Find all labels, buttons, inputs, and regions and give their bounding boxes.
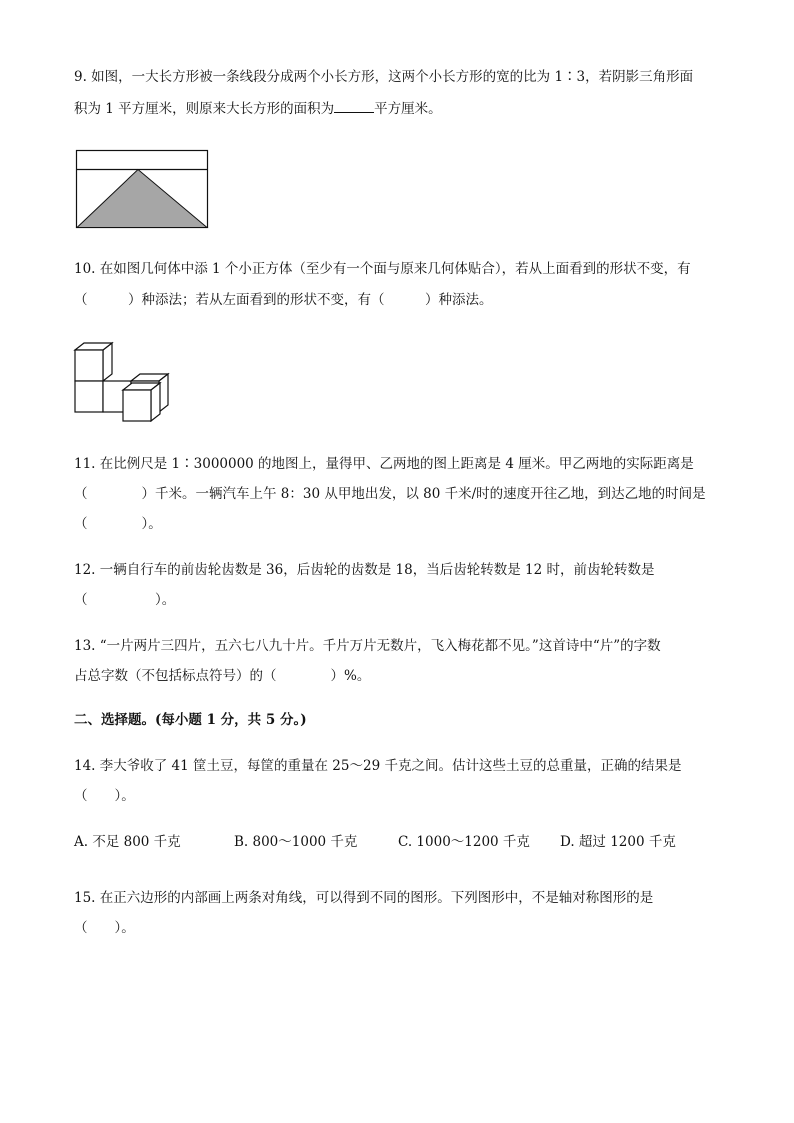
q11-line3: （ ）。 [74, 516, 162, 532]
q14-option-c: C. 1000～1200 千克 [398, 834, 530, 850]
section2-title: 二、选择题。(每小题 1 分，共 5 分。) [74, 712, 307, 728]
q14-option-b: B. 800～1000 千克 [234, 834, 358, 850]
cube-bottom-left [75, 381, 103, 412]
q10-line2: （ ）种添法；若从左面看到的形状不变，有（ ）种添法。 [74, 292, 493, 308]
q9-line1: 9. 如图，一大长方形被一条线段分成两个小长方形，这两个小长方形的宽的比为 1∶3，若阴影三角形面 [74, 69, 694, 85]
q11-line1: 11. 在比例尺是 1∶3000000 的地图上，量得甲、乙两地的图上距离是 4 厘米。甲乙两地的实际距离是 [74, 456, 694, 472]
q9-line2-text: 积为 1 平方厘米，则原来大长方形的面积为 [74, 101, 335, 117]
q14-line1: 14. 李大爷收了 41 筐土豆，每筐的重量在 25～29 千克之间。估计这些土豆的总重量，正确的结果是 [74, 758, 682, 774]
q10-cube-figure [72, 340, 178, 422]
q14-option-d: D. 超过 1200 千克 [560, 834, 676, 850]
q10-line1: 10. 在如图几何体中添 1 个小正方体（至少有一个面与原来几何体贴合），若从上面看到的形状不变，有 [74, 261, 691, 277]
q13-line1: 13. “一片两片三四片，五六七八九十片。千片万片无数片，飞入梅花都不见。”这首诗中“片”的字数 [74, 638, 661, 654]
q15-line1: 15. 在正六边形的内部画上两条对角线，可以得到不同的图形。下列图形中，不是轴对称图形的是 [74, 890, 654, 906]
q12-line1: 12. 一辆自行车的前齿轮齿数是 36，后齿轮的齿数是 18，当后齿轮转数是 12 时，前齿轮转数是 [74, 562, 655, 578]
cube-front-front [123, 390, 151, 421]
q9-shaded-triangle [77, 170, 207, 228]
q9-line2-unit: 平方厘米。 [374, 101, 442, 117]
cube-top-front [75, 350, 103, 381]
q12-line2: （ ）。 [74, 592, 176, 608]
q9-rectangle-figure [74, 148, 210, 230]
q9-line2 [74, 98, 442, 119]
q9-answer-blank [334, 98, 374, 113]
cube-front-side [151, 383, 160, 421]
q14-line2: （ ）。 [74, 788, 135, 804]
q11-line2: （ ）千米。一辆汽车上午 8：30 从甲地出发，以 80 千米/时的速度开往乙地，到达乙地的时间是 [74, 486, 706, 502]
q13-line2: 占总字数（不包括标点符号）的（ ）%。 [74, 668, 371, 684]
q14-option-a: A. 不足 800 千克 [74, 834, 181, 850]
q15-line2: （ ）。 [74, 920, 135, 936]
